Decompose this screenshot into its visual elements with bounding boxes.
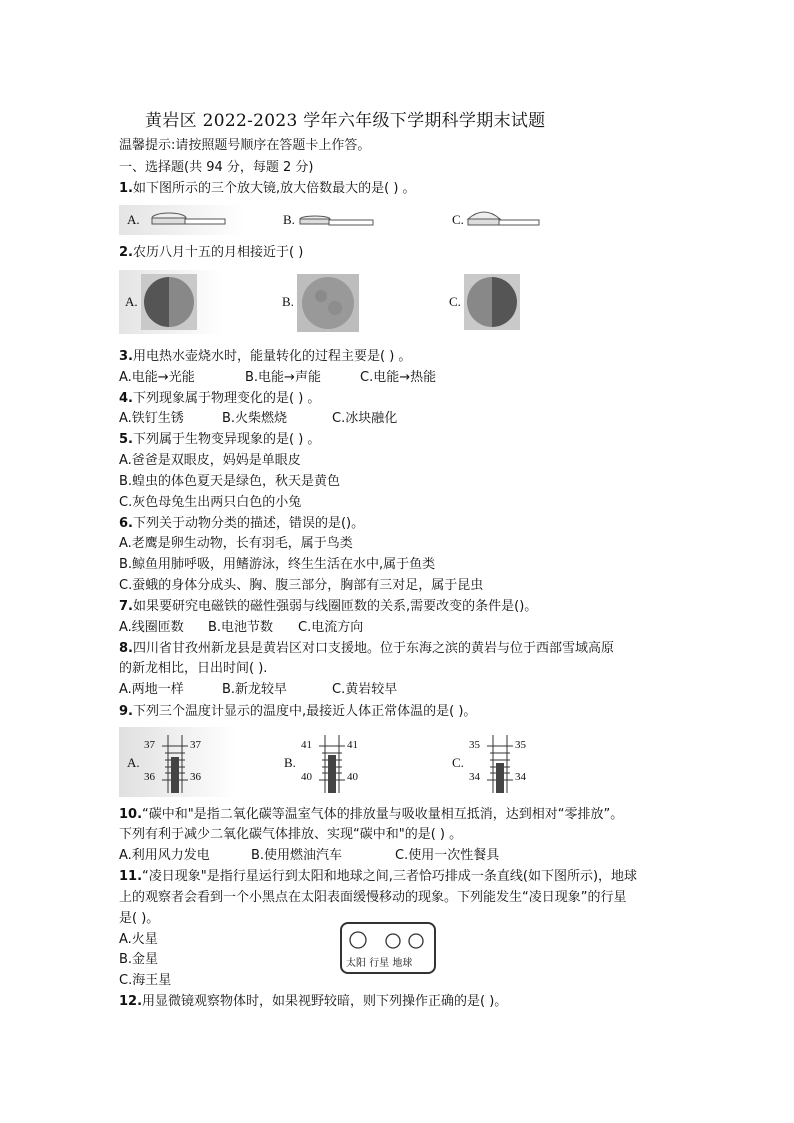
question-8-line2: 的新龙相比，日出时间( ). — [119, 661, 268, 676]
diagram-caption: 太阳 行星 地球 — [346, 958, 413, 969]
transit-diagram — [340, 922, 436, 974]
question-8: 8.四川省甘孜州新龙县是黄岩区对口支援地。位于东海之滨的黄岩与位于西部雪域高原 — [119, 641, 614, 656]
question-6: 6.下列关于动物分类的描述，错误的是()。 — [119, 516, 365, 531]
option-7c: C.电流方向 — [298, 620, 364, 635]
option-6b: B.鲸鱼用肺呼吸，用鳍游泳，终生生活在水中,属于鱼类 — [119, 557, 436, 572]
question-10-line2: 下列有利于减少二氧化碳气体排放、实现“碳中和"的是( ) 。 — [119, 827, 463, 842]
option-8c: C.黄岩较早 — [332, 682, 398, 697]
magnifier-c-icon — [464, 205, 544, 233]
tip-text: 温馨提示:请按照题号顺序在答题卡上作答。 — [119, 138, 371, 153]
question-1: 1.如下图所示的三个放大镜,放大倍数最大的是( ) 。 — [119, 181, 416, 196]
option-11c: C.海王星 — [119, 973, 172, 988]
option-11a: A.火星 — [119, 932, 158, 947]
question-7: 7.如果要研究电磁铁的磁性强弱与线圈匝数的关系,需要改变的条件是()。 — [119, 599, 538, 614]
question-3: 3.用电热水壶烧水时，能量转化的过程主要是( ) 。 — [119, 349, 412, 364]
option-10a: A.利用风力发电 — [119, 848, 210, 863]
option-7a: A.线圈匝数 — [119, 620, 184, 635]
thermometer-scale-icon — [483, 733, 517, 795]
question-2: 2.农历八月十五的月相接近于( ) — [119, 245, 304, 260]
option-3a: A.电能→光能 — [119, 370, 195, 385]
question-11-line3: 是( )。 — [119, 911, 160, 926]
option-3c: C.电能→热能 — [360, 370, 437, 385]
question-11-line2: 上的观察者会看到一个小黑点在太阳表面缓慢移动的现象。下列能发生“凌日现象”的行星 — [119, 890, 627, 905]
question-10: 10.“碳中和"是指二氧化碳等温室气体的排放量与吸收量相互抵消，达到相对“零排放”。 — [119, 807, 624, 822]
option-8b: B.新龙较早 — [222, 682, 288, 697]
thermometer-scale-icon — [158, 733, 192, 795]
option-11b: B.金星 — [119, 952, 159, 967]
option-10c: C.使用一次性餐具 — [395, 848, 500, 863]
question-5: 5.下列属于生物变异现象的是( ) 。 — [119, 432, 321, 447]
magnifier-a-icon — [149, 209, 229, 233]
option-10b: B.使用燃油汽车 — [251, 848, 343, 863]
option-6c: C.蚕蛾的身体分成头、胸、腹三部分，胸部有三对足，属于昆虫 — [119, 578, 484, 593]
page-title: 黄岩区 2022-2023 学年六年级下学期科学期末试题 — [145, 111, 546, 131]
question-12: 12.用显微镜观察物体时，如果视野较暗，则下列操作正确的是( )。 — [119, 994, 508, 1009]
option-7b: B.电池节数 — [208, 620, 274, 635]
option-8a: A.两地一样 — [119, 682, 184, 697]
option-4b: B.火柴燃烧 — [222, 411, 288, 426]
option-3b: B.电能→声能 — [245, 370, 321, 385]
option-6a: A.老鹰是卵生动物，长有羽毛，属于鸟类 — [119, 536, 353, 551]
question-9: 9.下列三个温度计显示的温度中,最接近人体正常体温的是( )。 — [119, 704, 477, 719]
thermometer-figure: A. B. C. 37 37 36 36 41 41 40 40 35 35 34 34 — [119, 727, 539, 797]
question-4: 4.下列现象属于物理变化的是( ) 。 — [119, 391, 321, 406]
question-11: 11.“凌日现象"是指行星运行到太阳和地球之间,三者恰巧排成一条直线(如下图所示)，地球 — [119, 869, 638, 884]
thermometer-scale-icon — [315, 733, 349, 795]
magnifier-b-icon — [297, 209, 377, 233]
option-5a: A.爸爸是双眼皮，妈妈是单眼皮 — [119, 453, 301, 468]
moon-b-icon — [297, 274, 359, 332]
sun-planet-earth-icon — [348, 930, 428, 950]
moon-c-icon — [464, 274, 520, 330]
section-heading: 一、选择题(共 94 分，每题 2 分) — [119, 160, 314, 175]
magnifier-figure: A. B. C. — [119, 205, 539, 235]
option-5b: B.蝗虫的体色夏天是绿色，秋天是黄色 — [119, 474, 341, 489]
moon-phase-figure: A. B. C. — [119, 270, 539, 334]
moon-a-icon — [141, 274, 197, 330]
option-4a: A.铁钉生锈 — [119, 411, 184, 426]
option-5c: C.灰色母兔生出两只白色的小兔 — [119, 495, 302, 510]
option-4c: C.冰块融化 — [332, 411, 398, 426]
